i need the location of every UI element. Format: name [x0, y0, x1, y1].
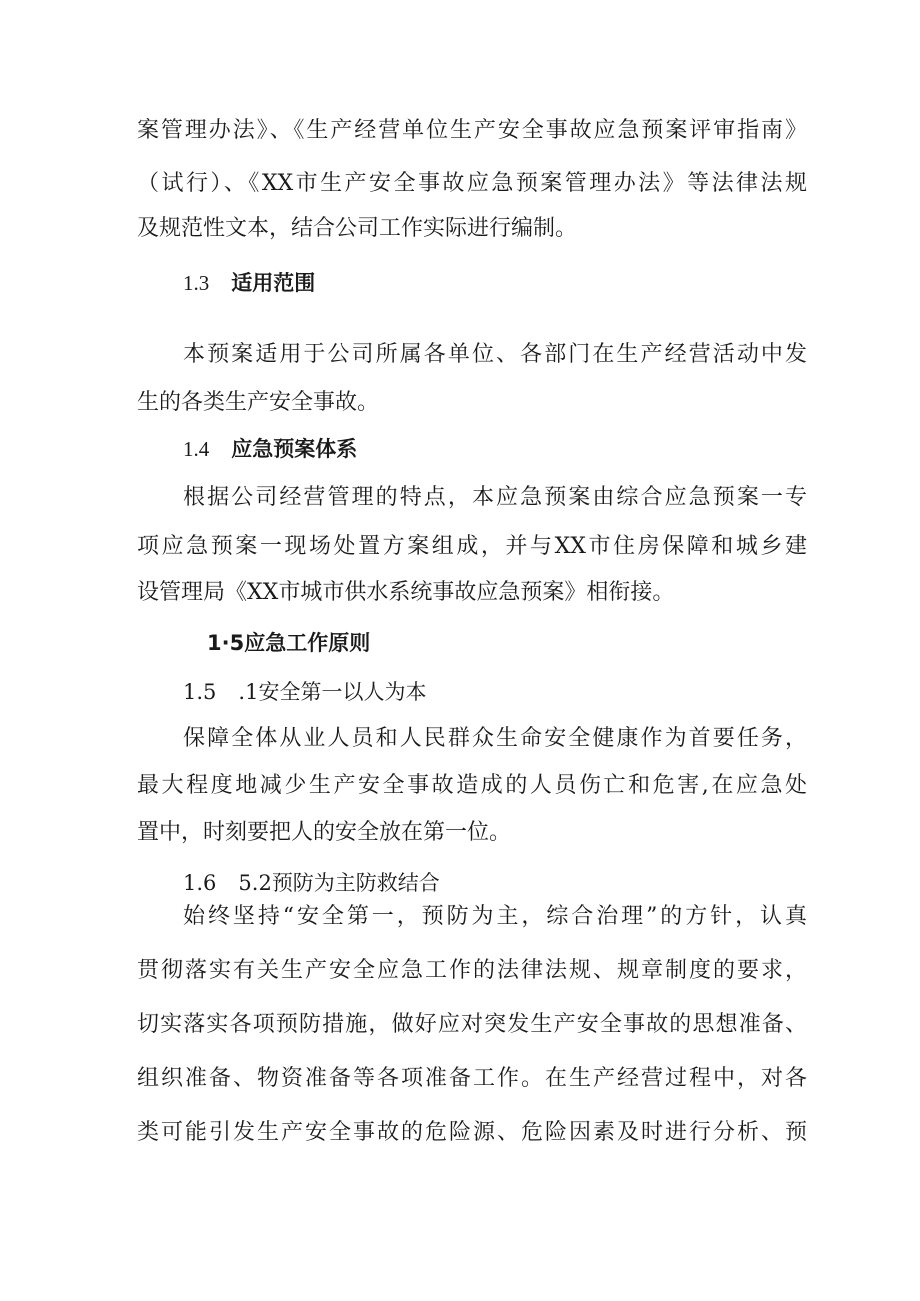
paragraph-line: 根据公司经营管理的特点，本应急预案由综合应急预案一专	[183, 485, 807, 510]
section-title: 适用范围	[231, 271, 316, 295]
section-number: 1.3	[183, 271, 210, 295]
paragraph-line: 生的各类生产安全事故。	[137, 390, 380, 415]
paragraph-line: 保障全体从业人员和人民群众生命安全健康作为首要任务，	[183, 726, 807, 751]
paragraph-line: 置中，时刻要把人的安全放在第一位。	[137, 820, 512, 845]
section-title: 应急工作原则	[244, 631, 371, 655]
paragraph-line: 始终坚持“安全第一，预防为主，综合治理”的方针，认真	[183, 904, 807, 929]
paragraph-line: 类可能引发生产安全事故的危险源、危险因素及时进行分析、预	[137, 1120, 807, 1145]
subsection-subnumber: .1	[238, 680, 259, 704]
section-heading-1-3	[183, 268, 315, 298]
paragraph-line: 本预案适用于公司所属各单位、各部门在生产经营活动中发	[183, 342, 807, 367]
paragraph-line: 切实落实各项预防措施，做好应对突发生产安全事故的思想准备、	[137, 1012, 807, 1037]
paragraph-line: 设管理局《XX市城市供水系统事故应急预案》相衔接。	[137, 580, 675, 605]
subsection-number: 1.5	[183, 680, 217, 704]
subsection-title: 安全第一以人为本	[258, 680, 427, 704]
section-number: 1·5	[207, 631, 245, 655]
section-title: 应急预案体系	[231, 437, 358, 461]
section-heading-1-4	[183, 434, 357, 464]
paragraph-line: 案管理办法》、《生产经营单位生产安全事故应急预案评审指南》	[137, 118, 807, 143]
subsection-number: 1.6	[183, 871, 217, 895]
section-number: 1.4	[183, 437, 210, 461]
subsection-title: 预防为主防救结合	[271, 871, 440, 895]
section-heading-1-5	[207, 628, 370, 658]
paragraph-line: 最大程度地减少生产安全事故造成的人员伤亡和危害,在应急处	[137, 773, 807, 798]
paragraph-line: 贯彻落实有关生产安全应急工作的法律法规、规章制度的要求，	[137, 958, 807, 983]
paragraph-line: 项应急预案一现场处置方案组成，并与XX市住房保障和城乡建	[137, 534, 807, 559]
subsection-subnumber: 5.2	[238, 871, 272, 895]
subsection-heading-1-6	[183, 868, 440, 898]
subsection-heading-1-5-1	[183, 677, 426, 707]
paragraph-line: （试行）、《XX市生产安全事故应急预案管理办法》等法律法规	[137, 171, 807, 196]
paragraph-line: 及规范性文本，结合公司工作实际进行编制。	[137, 216, 578, 241]
paragraph-line: 组织准备、物资准备等各项准备工作。在生产经营过程中，对各	[137, 1066, 807, 1091]
